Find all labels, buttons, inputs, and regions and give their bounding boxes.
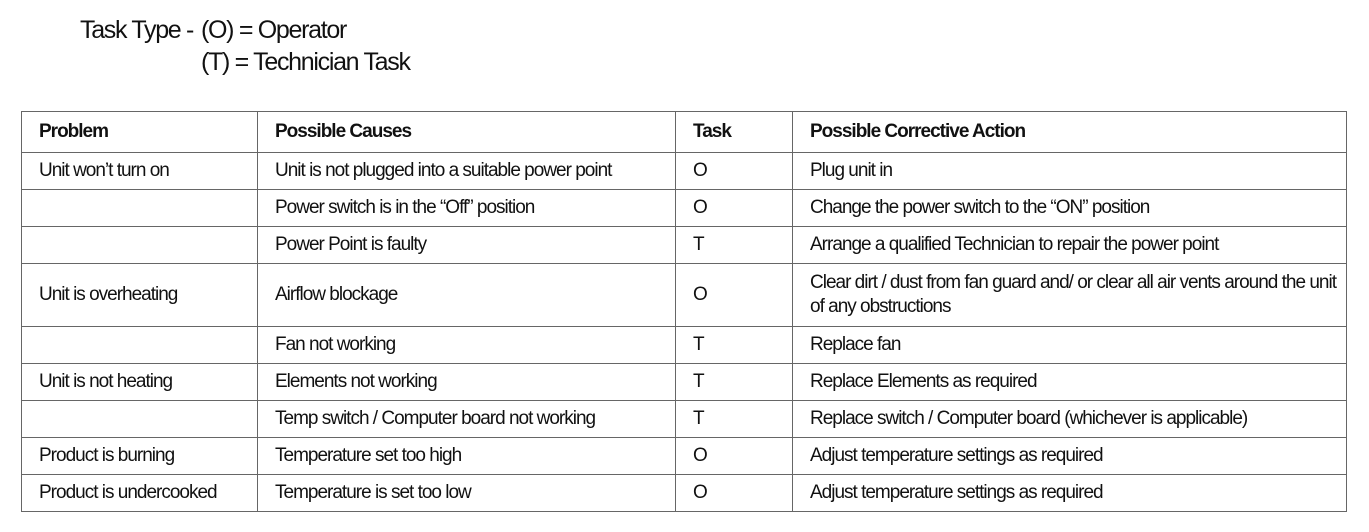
action-cell: Arrange a qualified Technician to repair the power point [793, 227, 1347, 264]
table-row [22, 190, 1347, 227]
header-task: Task [676, 112, 793, 153]
cause-cell: Airflow blockage [258, 264, 676, 327]
table-row [22, 153, 1347, 190]
action-cell: Clear dirt / dust from fan guard and/ or clear all air vents around the unit of any obstructions [793, 264, 1347, 327]
task-cell: T [676, 327, 793, 364]
problem-cell [22, 401, 258, 438]
troubleshooting-table [21, 111, 1347, 512]
cause-cell: Unit is not plugged into a suitable power point [258, 153, 676, 190]
table-row [22, 264, 1347, 327]
task-cell: O [676, 475, 793, 512]
cause-cell: Elements not working [258, 364, 676, 401]
cause-cell: Power switch is in the “Off” position [258, 190, 676, 227]
problem-cell: Product is undercooked [22, 475, 258, 512]
task-cell: O [676, 264, 793, 327]
legend-operator: (O) = Operator [201, 16, 347, 44]
action-cell: Plug unit in [793, 153, 1347, 190]
task-cell: T [676, 227, 793, 264]
table-row [22, 327, 1347, 364]
problem-cell [22, 190, 258, 227]
task-cell: T [676, 401, 793, 438]
table-row [22, 401, 1347, 438]
header-corrective-action: Possible Corrective Action [793, 112, 1347, 153]
task-cell: O [676, 153, 793, 190]
header-problem: Problem [22, 112, 258, 153]
problem-cell: Unit is overheating [22, 264, 258, 327]
action-cell: Replace Elements as required [793, 364, 1347, 401]
cause-cell: Temperature set too high [258, 438, 676, 475]
action-cell: Replace switch / Computer board (whichever is applicable) [793, 401, 1347, 438]
action-cell: Adjust temperature settings as required [793, 438, 1347, 475]
problem-cell [22, 227, 258, 264]
task-cell: O [676, 190, 793, 227]
problem-cell: Unit won’t turn on [22, 153, 258, 190]
cause-cell: Temp switch / Computer board not working [258, 401, 676, 438]
header-possible-causes: Possible Causes [258, 112, 676, 153]
task-cell: O [676, 438, 793, 475]
table-row [22, 364, 1347, 401]
legend-label: Task Type - [80, 16, 194, 44]
cause-cell: Temperature is set too low [258, 475, 676, 512]
table-row [22, 438, 1347, 475]
problem-cell [22, 327, 258, 364]
legend-technician: (T) = Technician Task [201, 48, 410, 76]
cause-cell: Fan not working [258, 327, 676, 364]
action-cell: Change the power switch to the “ON” position [793, 190, 1347, 227]
problem-cell: Product is burning [22, 438, 258, 475]
task-type-legend [80, 14, 410, 78]
table-row [22, 475, 1347, 512]
action-cell: Adjust temperature settings as required [793, 475, 1347, 512]
cause-cell: Power Point is faulty [258, 227, 676, 264]
task-cell: T [676, 364, 793, 401]
problem-cell: Unit is not heating [22, 364, 258, 401]
table-row [22, 227, 1347, 264]
action-cell: Replace fan [793, 327, 1347, 364]
header-row [22, 112, 1347, 153]
